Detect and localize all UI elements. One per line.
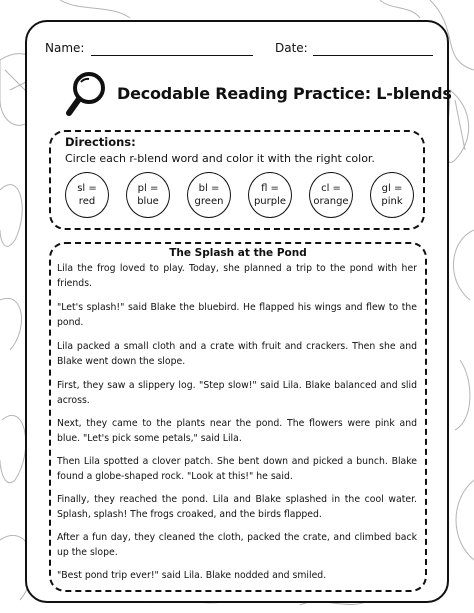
blend-label: sl = <box>77 183 97 194</box>
page-title: Decodable Reading Practice: L-blends <box>117 84 452 103</box>
story-paragraph: "Best pond trip ever!" said Lila. Blake nodded and smiled. <box>57 570 327 581</box>
blend-key-fl <box>248 172 292 218</box>
directions-box <box>49 130 425 230</box>
blend-key-sl <box>65 172 109 218</box>
story-paragraph: Then Lila spotted a clover patch. She bent down and picked a bunch. Blake found a globe-shaped rock. "Look at this!" he said. <box>57 456 417 483</box>
date-field[interactable] <box>275 41 308 55</box>
blend-color: orange <box>313 196 349 207</box>
date-line <box>313 55 433 56</box>
name-line <box>91 55 253 56</box>
blend-label: bl = <box>198 183 220 194</box>
blend-key-gl <box>370 172 414 218</box>
date-label: Date: <box>275 41 308 55</box>
worksheet-card <box>25 20 452 603</box>
blend-label: fl = <box>261 183 279 194</box>
blend-color: purple <box>253 196 287 207</box>
blend-color-key <box>65 172 415 224</box>
blend-label: gl = <box>381 183 403 194</box>
blend-label: pl = <box>137 183 159 194</box>
blend-color: green <box>194 196 224 207</box>
story-title: The Splash at the Pond <box>169 247 307 259</box>
blend-color: pink <box>381 196 403 207</box>
story-paragraph: After a fun day, they cleaned the cloth, packed the crate, and climbed back up the slope. <box>57 532 417 559</box>
blend-key-bl <box>187 172 231 218</box>
story-paragraph: First, they saw a slippery log. "Step slow!" said Lila. Blake balanced and slid across. <box>57 380 417 407</box>
directions-text: Circle each r-blend word and color it with the right color. <box>65 152 375 165</box>
header-row <box>45 41 429 61</box>
story-paragraph: Lila the frog loved to play. Today, she planned a trip to the pond with her friends. <box>57 263 417 290</box>
magnifying-glass-icon <box>65 70 109 118</box>
blend-color: red <box>78 196 96 207</box>
story-paragraph: Finally, they reached the pond. Lila and Blake splashed in the cool water. Splash, splash! The frogs croaked, and the birds flapped. <box>57 494 417 521</box>
name-label: Name: <box>45 41 85 55</box>
blend-label: cl = <box>321 183 341 194</box>
blend-key-pl <box>126 172 170 218</box>
directions-heading: Directions: <box>65 135 136 149</box>
story-box <box>49 242 427 592</box>
story-paragraph: "Let's splash!" said Blake the bluebird. He flapped his wings and flew to the pond. <box>57 302 417 329</box>
blend-color: blue <box>137 196 159 207</box>
blend-key-cl <box>309 172 353 218</box>
story-paragraph: Lila packed a small cloth and a crate with fruit and crackers. Then she and Blake went down the slope. <box>57 341 417 368</box>
name-field[interactable] <box>45 41 84 55</box>
story-paragraph: Next, they came to the plants near the pond. The flowers were pink and blue. "Let's pick some petals," said Lila. <box>57 418 417 445</box>
